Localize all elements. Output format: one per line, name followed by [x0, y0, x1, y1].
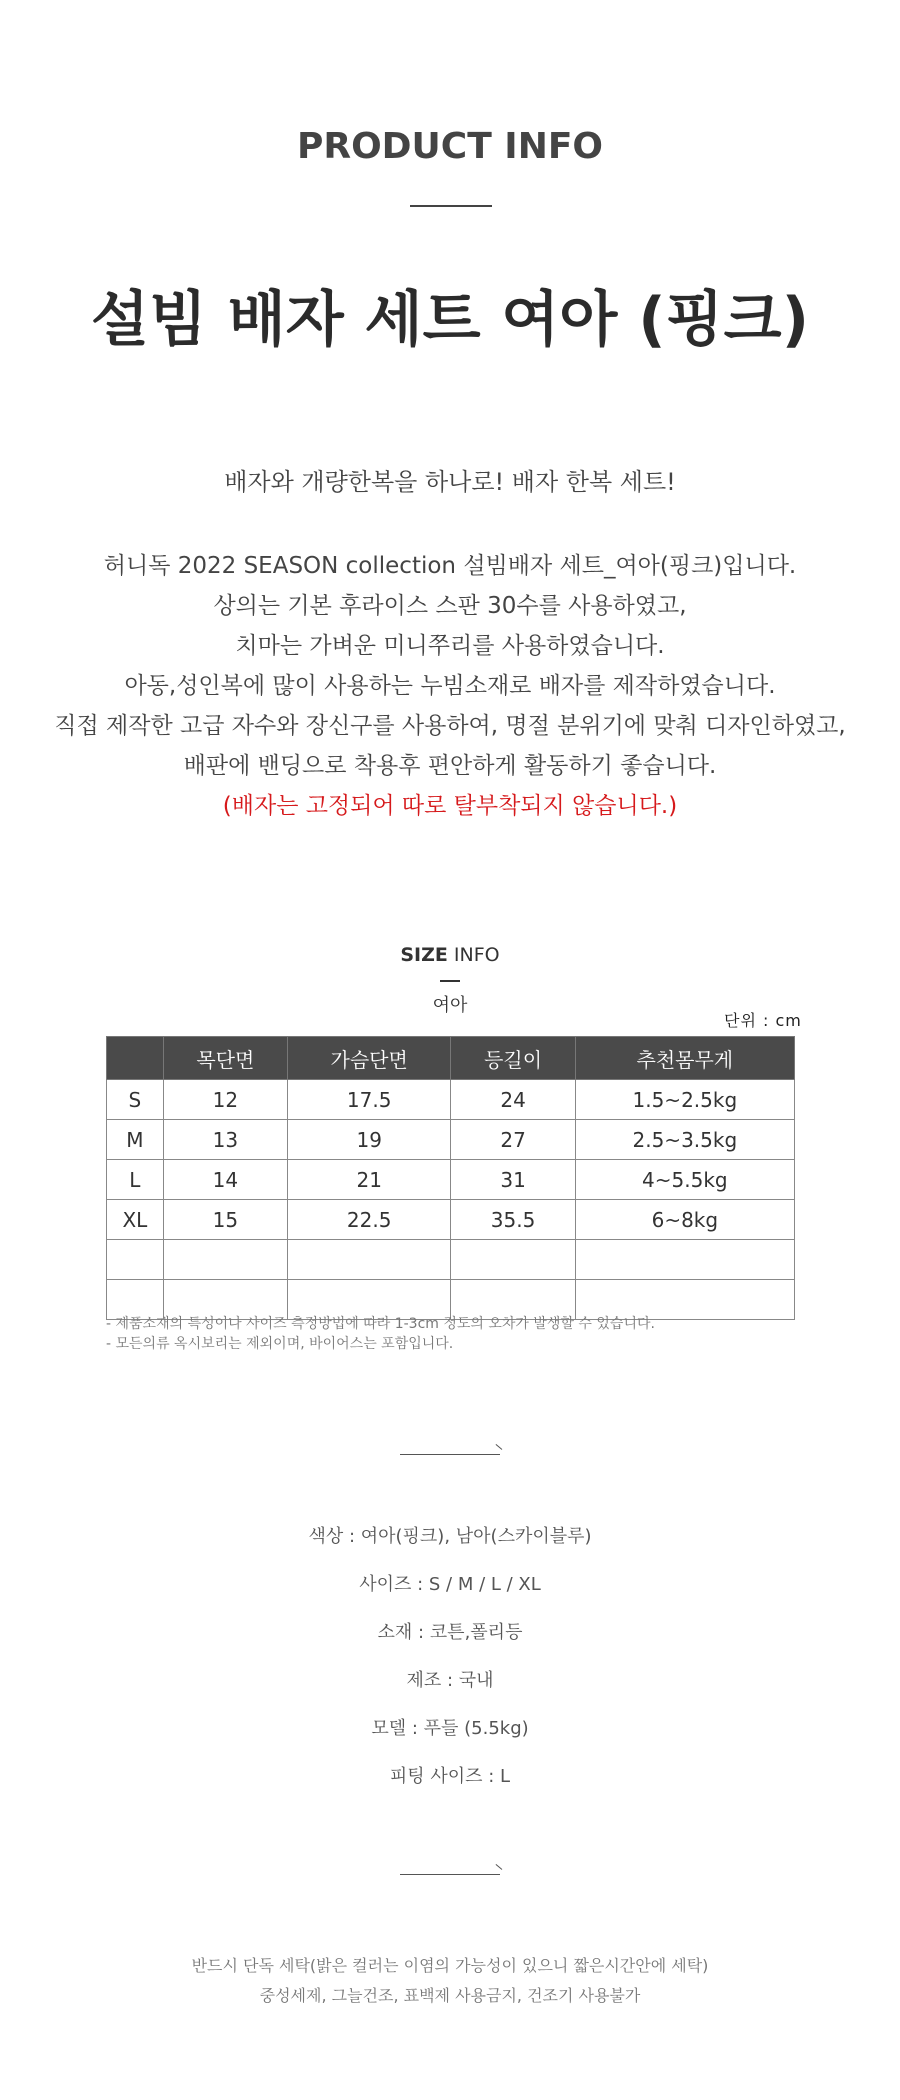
- table-cell: 24: [451, 1080, 575, 1120]
- care-instruction: 중성세제, 그늘건조, 표백제 사용금지, 건조기 사용불가: [259, 1986, 641, 2005]
- description-line: 상의는 기본 후라이스 스판 30수를 사용하였고,: [213, 593, 687, 619]
- size-info-divider: [440, 980, 460, 982]
- size-info-heading: [0, 944, 900, 966]
- table-cell: 13: [163, 1120, 287, 1160]
- spec-model: 모델 : 푸들 (5.5kg): [371, 1718, 529, 1739]
- spec-material: 소재 : 코튼,폴리등: [377, 1622, 523, 1643]
- table-cell: [287, 1240, 451, 1280]
- table-cell: XL: [107, 1200, 164, 1240]
- table-cell: 15: [163, 1200, 287, 1240]
- table-cell: 35.5: [451, 1200, 575, 1240]
- table-cell: [163, 1240, 287, 1280]
- table-cell: 6~8kg: [575, 1200, 794, 1240]
- table-cell: 14: [163, 1160, 287, 1200]
- description-line: 아동,성인복에 많이 사용하는 누빔소재로 배자를 제작하였습니다.: [124, 673, 776, 699]
- table-cell: 17.5: [287, 1080, 451, 1120]
- table-row: [107, 1120, 795, 1160]
- table-cell: 31: [451, 1160, 575, 1200]
- arrow-divider: [400, 1446, 502, 1456]
- table-cell: [107, 1240, 164, 1280]
- table-cell: S: [107, 1080, 164, 1120]
- table-cell: 2.5~3.5kg: [575, 1120, 794, 1160]
- table-header-row: [107, 1037, 795, 1080]
- unit-label: 단위 : cm: [724, 1011, 802, 1030]
- description-line: 배판에 밴딩으로 착용후 편안하게 활동하기 좋습니다.: [183, 753, 717, 779]
- size-info-subtitle: 여아: [432, 995, 468, 1016]
- table-cell: 19: [287, 1120, 451, 1160]
- table-row: [107, 1240, 795, 1280]
- description-warning: (배자는 고정되어 따로 탈부착되지 않습니다.): [222, 793, 678, 819]
- table-cell: 27: [451, 1120, 575, 1160]
- table-cell: 1.5~2.5kg: [575, 1080, 794, 1120]
- size-note: - 제품소재의 특성이나 사이즈 측정방법에 따라 1-3cm 정도의 오차가 발생할 수 있습니다.: [106, 1316, 655, 1332]
- spec-fitting: 피팅 사이즈 : L: [389, 1766, 511, 1787]
- table-cell: [575, 1240, 794, 1280]
- table-cell: 12: [163, 1080, 287, 1120]
- care-instruction: 반드시 단독 세탁(밝은 컬러는 이염의 가능성이 있으니 짧은시간안에 세탁): [191, 1956, 709, 1975]
- spec-origin: 제조 : 국내: [406, 1670, 494, 1691]
- table-row: [107, 1200, 795, 1240]
- table-header-cell: 추천몸무게: [575, 1037, 794, 1080]
- table-row: [107, 1080, 795, 1120]
- arrow-tip: [496, 1864, 503, 1870]
- description-line: 허니독 2022 SEASON collection 설빔배자 세트_여아(핑크)입니다.: [103, 553, 797, 579]
- arrow-divider: [400, 1866, 502, 1876]
- spec-size: 사이즈 : S / M / L / XL: [359, 1574, 541, 1595]
- table-row: [107, 1160, 795, 1200]
- table-header-cell: [107, 1037, 164, 1080]
- product-name: 설빔 배자 세트 여아 (핑크): [91, 285, 809, 355]
- size-table: [106, 1036, 795, 1320]
- description-line: 치마는 가벼운 미니쭈리를 사용하였습니다.: [235, 633, 665, 659]
- title-divider: [410, 205, 492, 207]
- table-header-cell: 목단면: [163, 1037, 287, 1080]
- table-cell: 22.5: [287, 1200, 451, 1240]
- table-cell: M: [107, 1120, 164, 1160]
- table-cell: 21: [287, 1160, 451, 1200]
- table-header-cell: 등길이: [451, 1037, 575, 1080]
- size-heading-rest: INFO: [447, 944, 500, 966]
- arrow-line: [400, 1874, 500, 1875]
- size-note: - 모든의류 옥시보리는 제외이며, 바이어스는 포함입니다.: [106, 1336, 454, 1352]
- spec-color: 색상 : 여아(핑크), 남아(스카이블루): [308, 1526, 592, 1547]
- table-cell: L: [107, 1160, 164, 1200]
- description-line: 직접 제작한 고급 자수와 장신구를 사용하여, 명절 분위기에 맞춰 디자인하였고,: [54, 713, 846, 739]
- section-title: PRODUCT INFO: [296, 126, 604, 167]
- product-description: [0, 546, 900, 826]
- size-heading-bold: SIZE: [400, 944, 448, 966]
- intro-text: 배자와 개량한복을 하나로! 배자 한복 세트!: [224, 468, 676, 496]
- table-cell: 4~5.5kg: [575, 1160, 794, 1200]
- table-header-cell: 가슴단면: [287, 1037, 451, 1080]
- table-cell: [451, 1240, 575, 1280]
- arrow-line: [400, 1454, 500, 1455]
- arrow-tip: [496, 1444, 503, 1450]
